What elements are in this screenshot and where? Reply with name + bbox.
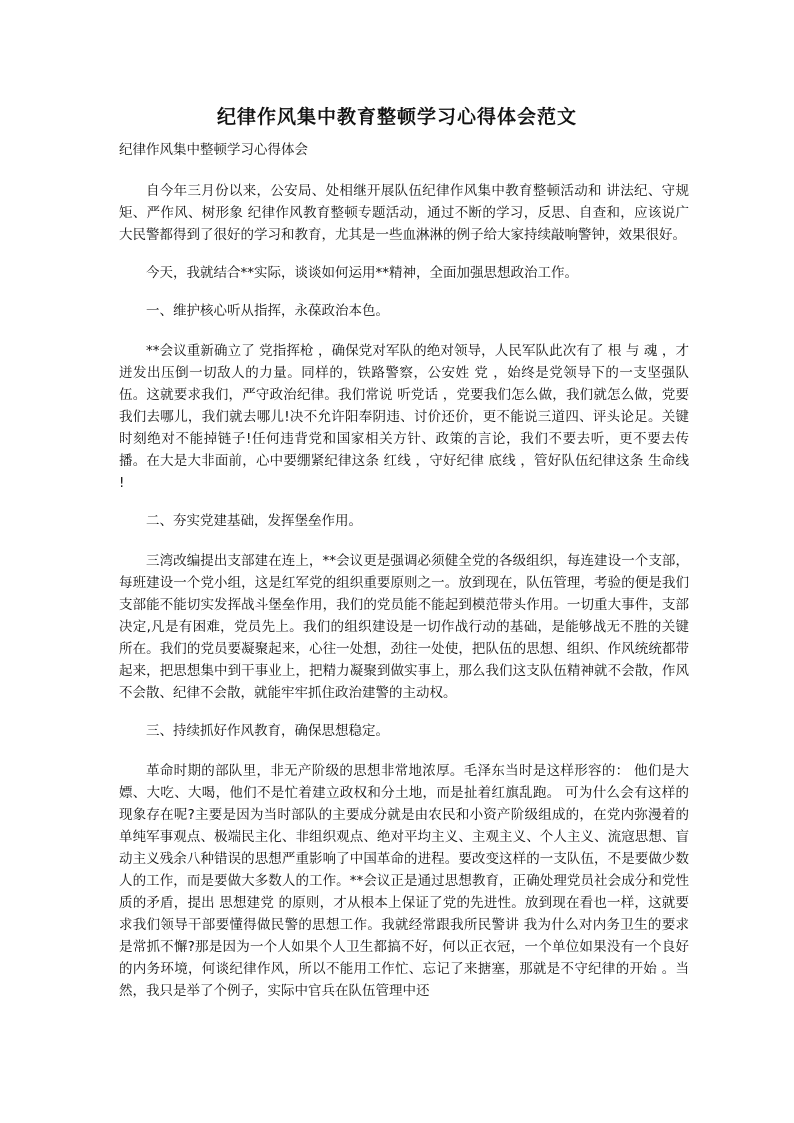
section-heading: 一、维护核心听从指挥，永葆政治本色。: [146, 303, 389, 319]
paragraph: 三湾改编提出支部建在连上，**会议更是强调必须健全党的各级组织，每连建设一个支部，每班建设一个党小组，这是红军党的组织重要原则之一。放到现在，队伍管理，考验的便是我们支部能不能切实发挥战斗堡垒作用，我们的党员能不能起到模范带头作用。一切重大事件，支部决定,凡是有困难，党员先上。我们的组织建设是一切作战行动的基础，是能够战无不胜的关键所在。我们的党员要凝聚起来，心往一处想，劲往一处使，把队伍的思想、组织、作风统统都带起来，把思想集中到干事业上，把精力凝聚到做实事上，那么我们这支队伍精神就不会散，作风不会散、纪律不会散，就能牢牢抓住政治建警的主动权。: [119, 553, 689, 701]
document-subtitle: 纪律作风集中整顿学习心得体会: [119, 142, 308, 158]
paragraph: **会议重新确立了 党指挥枪 ，确保党对军队的绝对领导，人民军队此次有了 根 与 魂 ，才迸发出压倒一切敌人的力量。同样的，铁路警察，公安姓 党 ，始终是党领导下的一支坚强队伍。这就要求我们，严守政治纪律。我们常说 听党话 ，党要我们怎么做，我们就怎么做，党要我们去哪儿，我们就去哪儿!决不允许阳奉阴违、讨价还价，更不能说三道四、评头论足。关键时刻绝对不能掉链子!任何违背党和国家相关方针、政策的言论，我们不要去听，更不要去传播。在大是大非面前，心中要绷紧纪律这条 红线 ，守好纪律 底线 ，管好队伍纪律这条 生命线 !: [119, 343, 689, 491]
section-heading: 二、夯实党建基础，发挥堡垒作用。: [146, 513, 362, 529]
document-title: 纪律作风集中教育整顿学习心得体会范文: [216, 106, 577, 128]
document-body: [119, 180, 689, 1018]
section-heading: 三、持续抓好作风教育，确保思想稳定。: [146, 723, 389, 739]
paragraph: 革命时期的部队里，非无产阶级的思想非常地浓厚。毛泽东当时是这样形容的： 他们是大嫖、大吃、大喝，他们不是忙着建立政权和分土地，而是扯着红旗乱跑。 可为什么会有这样的现象存在呢?主要是因为当时部队的主要成分就是由农民和小资产阶级组成的，在党内弥漫着的单纯军事观点、极端民主化、非组织观点、绝对平均主义、主观主义、个人主义、流寇思想、盲动主义残余八种错误的思想严重影响了中国革命的进程。要改变这样的一支队伍，不是要做少数人的工作，而是要做大多数人的工作。**会议正是通过思想教育，正确处理党员社会成分和党性质的矛盾，提出 思想建党 的原则，才从根本上保证了党的先进性。放到现在看也一样，这就要求我们领导干部要懂得做民警的思想工作。我就经常跟我所民警讲 我为什么对内务卫生的要求是常抓不懈?那是因为一个人如果个人卫生都搞不好，何以正衣冠，一个单位如果没有一个良好的内务环境，何谈纪律作风，所以不能用工作忙、忘记了来搪塞，那就是不守纪律的开始 。当然，我只是举了个例子，实际中官兵在队伍管理中还: [119, 763, 689, 999]
paragraph: 自今年三月份以来，公安局、处相继开展队伍纪律作风集中教育整顿活动和 讲法纪、守规矩、严作风、树形象 纪律作风教育整顿专题活动，通过不断的学习，反思、自查和，应该说广大民警都得到了很好的学习和教育，尤其是一些血淋淋的例子给大家持续敲响警钟，效果很好。: [119, 183, 689, 243]
paragraph: 今天，我就结合**实际，谈谈如何运用**精神，全面加强思想政治工作。: [146, 265, 578, 281]
